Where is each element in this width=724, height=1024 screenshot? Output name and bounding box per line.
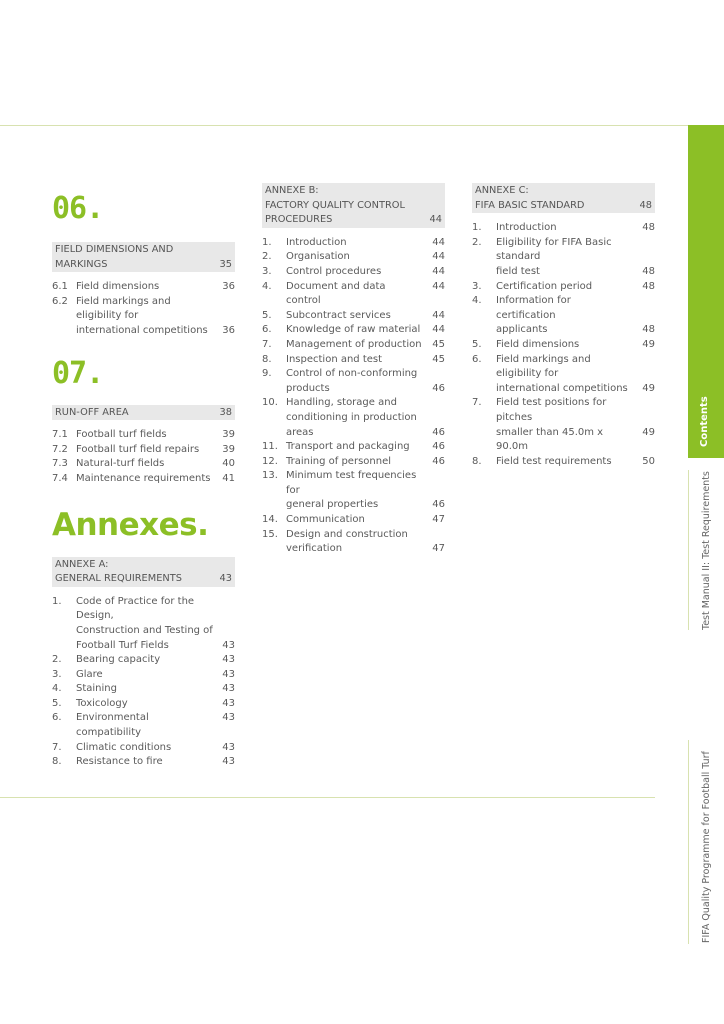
toc-entry-page: 48 bbox=[642, 280, 655, 292]
toc-entry[interactable] bbox=[472, 280, 655, 295]
toc-entry-page: 43 bbox=[222, 712, 235, 724]
toc-entry-page: 41 bbox=[222, 472, 235, 484]
toc-entry-number: 4. bbox=[52, 683, 62, 695]
toc-entry-number: 3. bbox=[262, 265, 272, 277]
toc-entry[interactable] bbox=[262, 411, 445, 426]
sidebar-rule-1 bbox=[688, 470, 689, 630]
toc-entry[interactable] bbox=[262, 513, 445, 528]
toc-entry-page: 39 bbox=[222, 429, 235, 441]
toc-entry[interactable] bbox=[262, 440, 445, 455]
section-heading-text: ANNEXE A: bbox=[55, 558, 109, 570]
toc-entry-page: 44 bbox=[432, 309, 445, 321]
toc-entry-page: 36 bbox=[222, 324, 235, 336]
toc-entry-page: 36 bbox=[222, 281, 235, 293]
toc-entry-page: 49 bbox=[642, 382, 655, 394]
toc-entry-number: 6.2 bbox=[52, 295, 68, 307]
toc-entry-number: 11. bbox=[262, 441, 278, 453]
toc-entry[interactable] bbox=[52, 639, 235, 654]
toc-entry-number: 2. bbox=[262, 251, 272, 263]
toc-entry-title: Document and data control bbox=[286, 280, 386, 307]
section-heading bbox=[52, 405, 235, 421]
toc-entry[interactable] bbox=[472, 353, 655, 382]
section-heading bbox=[262, 183, 445, 228]
toc-entry-page: 43 bbox=[222, 756, 235, 768]
toc-entry[interactable] bbox=[52, 595, 235, 624]
toc-entry[interactable] bbox=[472, 323, 655, 338]
toc-entry-title: field test bbox=[496, 265, 540, 277]
toc-entry-number: 7.4 bbox=[52, 472, 68, 484]
toc-entry[interactable] bbox=[262, 455, 445, 470]
toc-entry-number: 7. bbox=[472, 397, 482, 409]
toc-entry-number: 1. bbox=[472, 222, 482, 234]
toc-entry[interactable] bbox=[262, 280, 445, 309]
toc-entry-title: Organisation bbox=[286, 251, 350, 263]
toc-entry[interactable] bbox=[262, 542, 445, 557]
toc-entry[interactable] bbox=[472, 396, 655, 425]
toc-entry-title: international competitions bbox=[496, 382, 628, 394]
toc-entry[interactable] bbox=[472, 338, 655, 353]
toc-entry-number bbox=[472, 265, 496, 280]
toc-entry-title: Eligibility for FIFA Basic standard bbox=[496, 236, 612, 263]
section-heading-line bbox=[55, 406, 232, 421]
toc-entry-number bbox=[52, 639, 76, 654]
section-heading-text: ANNEXE B: bbox=[265, 185, 319, 196]
toc-entry[interactable] bbox=[472, 236, 655, 265]
toc-entry[interactable] bbox=[262, 367, 445, 382]
toc-entry-number: 2. bbox=[52, 654, 62, 666]
section-heading-text: MARKINGS bbox=[55, 258, 108, 270]
toc-entry-title: Natural-turf fields bbox=[76, 458, 165, 470]
toc-entry[interactable] bbox=[472, 294, 655, 323]
toc-entry-number bbox=[262, 411, 286, 426]
toc-entry-title: Control of non-conforming bbox=[286, 368, 418, 380]
toc-entry-number bbox=[472, 382, 496, 397]
toc-entry[interactable] bbox=[52, 624, 235, 639]
contents-tab[interactable] bbox=[688, 125, 724, 458]
toc-entry[interactable] bbox=[52, 324, 235, 339]
toc-entry-number: 2. bbox=[472, 236, 482, 248]
toc-entry[interactable] bbox=[52, 668, 235, 683]
toc-entry[interactable] bbox=[262, 323, 445, 338]
toc-entry-number: 8. bbox=[472, 455, 482, 467]
toc-entry[interactable] bbox=[52, 295, 235, 324]
toc-entry-title: Field dimensions bbox=[76, 281, 160, 293]
section-heading-text: ANNEXE C: bbox=[475, 185, 529, 196]
toc-entry-number: 3. bbox=[52, 668, 62, 680]
toc-entry-number: 5. bbox=[52, 697, 62, 709]
toc-entry-number: 4. bbox=[472, 295, 482, 307]
toc-entry-page bbox=[633, 236, 655, 265]
toc-entry-title: Toxicology bbox=[76, 697, 128, 709]
programme-label: FIFA Quality Programme for Football Turf bbox=[701, 751, 712, 943]
toc-entry-title: Climatic conditions bbox=[76, 741, 172, 753]
contents-tab-label: Contents bbox=[699, 396, 710, 447]
toc-list bbox=[52, 428, 235, 486]
toc-entry-page: 44 bbox=[432, 280, 445, 292]
toc-entry-title: Field test requirements bbox=[496, 455, 612, 467]
toc-entry-title: conditioning in production bbox=[286, 411, 417, 423]
section-heading-page: 38 bbox=[219, 406, 232, 418]
sidebar-rule-2 bbox=[688, 740, 689, 944]
section-heading-page: 35 bbox=[219, 258, 232, 270]
toc-entry-number bbox=[262, 542, 286, 557]
toc-entry-title: Transport and packaging bbox=[286, 441, 410, 453]
toc-entry-page: 43 bbox=[222, 683, 235, 695]
toc-entry-title: Staining bbox=[76, 683, 117, 695]
toc-entry-page: 39 bbox=[222, 443, 235, 455]
toc-entry[interactable] bbox=[52, 428, 235, 443]
toc-entry-page: 47 bbox=[432, 514, 445, 526]
toc-entry-number: 6. bbox=[262, 324, 272, 336]
section-heading-text: FIELD DIMENSIONS AND bbox=[55, 244, 174, 255]
section-07 bbox=[52, 405, 235, 487]
toc-entry-title: Management of production bbox=[286, 338, 422, 350]
toc-entry-title: Maintenance requirements bbox=[76, 472, 211, 484]
toc-entry-number: 13. bbox=[262, 470, 278, 482]
toc-entry-page: 40 bbox=[222, 458, 235, 470]
section-heading-line bbox=[55, 258, 232, 273]
toc-entry-title: Introduction bbox=[286, 236, 347, 248]
toc-entry-title: Environmental compatibility bbox=[76, 712, 149, 739]
toc-entry-page: 43 bbox=[222, 668, 235, 680]
toc-entry-number: 5. bbox=[472, 338, 482, 350]
toc-list bbox=[52, 280, 235, 338]
toc-entry-number: 9. bbox=[262, 368, 272, 380]
section-heading bbox=[472, 183, 655, 213]
toc-entry[interactable] bbox=[472, 265, 655, 280]
section-heading bbox=[52, 557, 235, 587]
annexe-a bbox=[52, 557, 235, 770]
toc-entry-number: 15. bbox=[262, 528, 278, 540]
toc-entry-number: 1. bbox=[52, 595, 62, 607]
toc-entry-title: products bbox=[286, 382, 330, 394]
toc-entry-page bbox=[423, 528, 445, 543]
toc-entry-number: 8. bbox=[52, 756, 62, 768]
section-heading-text: PROCEDURES bbox=[265, 214, 333, 226]
toc-entry-number bbox=[52, 324, 76, 339]
section-06-number: 06. bbox=[52, 191, 104, 226]
toc-entry[interactable] bbox=[262, 382, 445, 397]
section-heading-line bbox=[475, 184, 652, 199]
toc-entry[interactable] bbox=[52, 741, 235, 756]
toc-entry-number: 10. bbox=[262, 397, 278, 409]
toc-entry-title: Subcontract services bbox=[286, 309, 391, 321]
section-heading-page: 43 bbox=[219, 573, 232, 585]
toc-entry-page: 47 bbox=[432, 543, 445, 555]
toc-entry-number: 14. bbox=[262, 514, 278, 526]
toc-entry[interactable] bbox=[472, 455, 655, 470]
toc-entry-page bbox=[213, 295, 235, 324]
test-manual-label: Test Manual II: Test Requirements bbox=[701, 471, 712, 630]
toc-entry[interactable] bbox=[52, 653, 235, 668]
toc-entry-number bbox=[472, 323, 496, 338]
toc-entry-page: 43 bbox=[222, 639, 235, 651]
toc-entry-title: Certification period bbox=[496, 280, 593, 292]
toc-entry-number: 7. bbox=[52, 741, 62, 753]
section-heading-text: GENERAL REQUIREMENTS bbox=[55, 573, 182, 585]
toc-entry-title: Construction and Testing of bbox=[76, 624, 213, 636]
toc-entry[interactable] bbox=[52, 280, 235, 295]
toc-entry[interactable] bbox=[52, 755, 235, 770]
toc-entry-page: 46 bbox=[432, 426, 445, 438]
toc-entry-page: 45 bbox=[432, 338, 445, 350]
section-heading-line bbox=[265, 213, 442, 228]
toc-entry-page bbox=[423, 411, 445, 426]
toc-entry-number: 3. bbox=[472, 280, 482, 292]
toc-entry-title: Control procedures bbox=[286, 265, 382, 277]
toc-entry-page: 50 bbox=[642, 455, 655, 467]
toc-entry-number bbox=[262, 426, 286, 441]
toc-entry-number: 5. bbox=[262, 309, 272, 321]
toc-entry-title: Field dimensions bbox=[496, 338, 580, 350]
toc-entry-page bbox=[213, 595, 235, 624]
toc-list bbox=[262, 236, 445, 557]
toc-entry[interactable] bbox=[262, 236, 445, 251]
section-heading-line bbox=[475, 199, 652, 214]
toc-entry[interactable] bbox=[262, 498, 445, 513]
toc-entry-title: Knowledge of raw material bbox=[286, 324, 421, 336]
toc-entry-page bbox=[423, 396, 445, 411]
toc-entry[interactable] bbox=[52, 457, 235, 472]
section-heading-page: 48 bbox=[639, 199, 652, 211]
toc-entry-title: Glare bbox=[76, 668, 103, 680]
toc-entry[interactable] bbox=[52, 697, 235, 712]
toc-entry[interactable] bbox=[262, 250, 445, 265]
toc-entry-page: 49 bbox=[642, 338, 655, 350]
annexes-title: Annexes. bbox=[52, 506, 209, 543]
toc-entry[interactable] bbox=[262, 396, 445, 411]
toc-entry-number: 6. bbox=[52, 712, 62, 724]
toc-list bbox=[52, 595, 235, 770]
toc-entry-number bbox=[262, 382, 286, 397]
toc-entry-number: 7.1 bbox=[52, 429, 68, 441]
toc-entry-number: 7.3 bbox=[52, 458, 68, 470]
toc-entry[interactable] bbox=[472, 382, 655, 397]
top-rule bbox=[0, 125, 688, 126]
toc-entry-page: 44 bbox=[432, 324, 445, 336]
annexe-c bbox=[472, 183, 655, 469]
toc-entry-title: Information for certification bbox=[496, 295, 571, 321]
toc-entry-number bbox=[472, 426, 496, 455]
toc-entry-page: 43 bbox=[222, 697, 235, 709]
toc-entry[interactable] bbox=[52, 472, 235, 487]
toc-entry-title: Training of personnel bbox=[286, 455, 391, 467]
toc-entry-page: 46 bbox=[432, 455, 445, 467]
toc-entry-number: 8. bbox=[262, 353, 272, 365]
toc-entry[interactable] bbox=[262, 265, 445, 280]
toc-entry-number: 4. bbox=[262, 280, 272, 292]
toc-entry-number: 6.1 bbox=[52, 281, 68, 293]
section-06 bbox=[52, 242, 235, 339]
toc-entry-title: Football turf fields bbox=[76, 429, 167, 441]
toc-entry[interactable] bbox=[472, 221, 655, 236]
section-heading-line bbox=[265, 199, 442, 214]
column-right bbox=[472, 183, 655, 469]
toc-entry[interactable] bbox=[262, 528, 445, 543]
toc-entry[interactable] bbox=[262, 309, 445, 324]
toc-entry-page bbox=[633, 396, 655, 425]
toc-entry[interactable] bbox=[262, 469, 445, 498]
toc-entry-page: 44 bbox=[432, 251, 445, 263]
section-07-number: 07. bbox=[52, 355, 104, 391]
toc-entry-page: 48 bbox=[642, 324, 655, 336]
toc-entry[interactable] bbox=[262, 338, 445, 353]
toc-entry[interactable] bbox=[262, 353, 445, 368]
section-heading-line bbox=[55, 558, 232, 573]
section-heading-line bbox=[265, 184, 442, 199]
toc-entry-title: Inspection and test bbox=[286, 353, 383, 365]
section-heading-text: RUN-OFF AREA bbox=[55, 406, 129, 418]
toc-entry-page bbox=[423, 367, 445, 382]
column-left bbox=[52, 192, 235, 770]
toc-entry-page: 44 bbox=[432, 265, 445, 277]
annexe-b bbox=[262, 183, 445, 557]
toc-entry-number: 6. bbox=[472, 353, 482, 365]
section-heading bbox=[52, 242, 235, 272]
toc-entry-number bbox=[52, 624, 76, 639]
toc-entry-page bbox=[633, 294, 655, 323]
toc-entry-title: Field test positions for pitches bbox=[496, 397, 607, 423]
toc-entry-number: 1. bbox=[262, 236, 272, 248]
section-heading-line bbox=[55, 243, 232, 258]
toc-entry-title: verification bbox=[286, 543, 343, 555]
toc-entry[interactable] bbox=[52, 682, 235, 697]
toc-entry-title: Field markings and eligibility for bbox=[76, 295, 171, 322]
toc-entry-title: general properties bbox=[286, 499, 379, 511]
section-heading-page: 44 bbox=[429, 214, 442, 226]
toc-entry-title: Football Turf Fields bbox=[76, 639, 169, 651]
toc-entry-page bbox=[423, 469, 445, 498]
toc-entry[interactable] bbox=[262, 426, 445, 441]
toc-entry[interactable] bbox=[52, 711, 235, 740]
toc-entry-page: 48 bbox=[642, 265, 655, 277]
toc-entry-page bbox=[633, 353, 655, 382]
toc-entry-title: Code of Practice for the Design, bbox=[76, 595, 195, 622]
toc-entry-page: 43 bbox=[222, 741, 235, 753]
toc-entry-page: 45 bbox=[432, 353, 445, 365]
toc-entry-page: 48 bbox=[642, 222, 655, 234]
toc-entry-number: 7.2 bbox=[52, 443, 68, 455]
toc-entry-title: international competitions bbox=[76, 324, 208, 336]
toc-entry[interactable] bbox=[52, 443, 235, 458]
toc-entry-title: Introduction bbox=[496, 222, 557, 234]
toc-entry-title: Field markings and eligibility for bbox=[496, 353, 591, 380]
toc-list bbox=[472, 221, 655, 469]
bottom-rule bbox=[0, 797, 655, 798]
toc-entry-page: 49 bbox=[642, 426, 655, 438]
toc-entry-title: Minimum test frequencies for bbox=[286, 470, 417, 496]
toc-entry[interactable] bbox=[472, 426, 655, 455]
toc-entry-page: 43 bbox=[222, 654, 235, 666]
section-heading-text: FACTORY QUALITY CONTROL bbox=[265, 199, 405, 211]
toc-entry-page: 46 bbox=[432, 382, 445, 394]
toc-entry-title: Communication bbox=[286, 514, 365, 526]
toc-entry-title: applicants bbox=[496, 324, 548, 336]
toc-entry-title: smaller than 45.0m x 90.0m bbox=[496, 426, 604, 453]
toc-entry-title: areas bbox=[286, 426, 314, 438]
toc-entry-title: Design and construction bbox=[286, 528, 408, 540]
toc-entry-page: 46 bbox=[432, 441, 445, 453]
toc-entry-title: Football turf field repairs bbox=[76, 443, 200, 455]
toc-entry-title: Bearing capacity bbox=[76, 654, 161, 666]
toc-entry-page: 46 bbox=[432, 499, 445, 511]
section-heading-text: FIFA BASIC STANDARD bbox=[475, 199, 585, 211]
toc-entry-page bbox=[213, 624, 235, 639]
toc-entry-page: 44 bbox=[432, 236, 445, 248]
column-middle bbox=[262, 183, 445, 557]
toc-entry-number: 12. bbox=[262, 455, 278, 467]
toc-entry-number: 7. bbox=[262, 338, 272, 350]
toc-entry-title: Handling, storage and bbox=[286, 397, 397, 409]
toc-entry-title: Resistance to fire bbox=[76, 756, 163, 768]
section-heading-line bbox=[55, 572, 232, 587]
toc-entry-number bbox=[262, 498, 286, 513]
